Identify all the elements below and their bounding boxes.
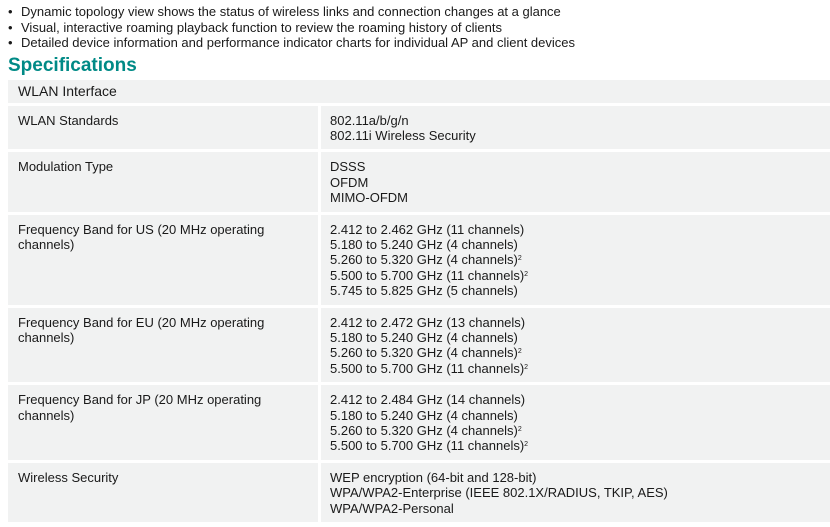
spec-value	[320, 151, 830, 213]
feature-item: • Dynamic topology view shows the status of wireless links and connection changes at a glance	[8, 4, 830, 20]
spec-value-text: 5.180 to 5.240 GHz (4 channels)	[330, 236, 518, 252]
spec-value	[320, 384, 830, 462]
spec-value	[320, 213, 830, 306]
spec-row	[8, 151, 830, 213]
footnote-marker: 2	[517, 348, 522, 356]
spec-value-text: 802.11i Wireless Security	[330, 127, 476, 143]
spec-label: WLAN Standards	[8, 104, 320, 151]
spec-row	[8, 384, 830, 462]
spec-value-line	[330, 222, 830, 237]
footnote-marker: 2	[517, 426, 522, 433]
spec-label: Modulation Type	[8, 151, 320, 213]
spec-value-line	[330, 330, 830, 345]
spec-value-text: 5.180 to 5.240 GHz (4 channels)	[330, 329, 518, 345]
spec-value-line	[330, 438, 830, 453]
spec-value-text: 5.745 to 5.825 GHz (5 channels)	[330, 283, 518, 299]
spec-value-text: 2.412 to 2.472 GHz (13 channels)	[330, 314, 526, 330]
spec-value-text: 2.412 to 2.462 GHz (11 channels)	[330, 221, 525, 237]
spec-value-text: 5.260 to 5.320 GHz (4 channels)	[330, 423, 518, 438]
footnote-marker: 2	[524, 441, 529, 449]
spec-row	[8, 306, 830, 384]
spec-value-line	[330, 190, 830, 205]
spec-value-text: WEP encryption (64-bit and 128-bit)	[330, 469, 537, 485]
spec-value-text: MIMO-OFDM	[330, 190, 408, 206]
spec-value-line	[330, 470, 830, 485]
feature-item: • Detailed device information and performance indicator charts for individual AP and client devices	[8, 35, 830, 51]
spec-value-line	[330, 113, 830, 128]
spec-value-line	[330, 361, 830, 376]
spec-value-line	[330, 392, 830, 407]
spec-value-text: 5.500 to 5.700 GHz (11 channels)	[330, 267, 525, 283]
spec-value-line	[330, 268, 830, 283]
feature-item: • Visual, interactive roaming playback function to review the roaming history of clients	[8, 20, 830, 36]
spec-value-text: DSSS	[330, 159, 366, 175]
spec-value-line	[330, 501, 830, 516]
spec-label: Wireless Security	[8, 461, 320, 522]
spec-label: Frequency Band for EU (20 MHz operating channels)	[8, 306, 320, 384]
spec-value-text: 5.180 to 5.240 GHz (4 channels)	[330, 407, 518, 423]
spec-value-line	[330, 159, 830, 174]
section-title: WLAN Interface	[8, 80, 830, 103]
spec-row	[8, 461, 830, 522]
spec-table	[8, 103, 830, 523]
spec-value	[320, 461, 830, 522]
spec-value-text: 5.500 to 5.700 GHz (11 channels)	[330, 438, 525, 454]
spec-row	[8, 213, 830, 306]
spec-value-line	[330, 175, 830, 190]
spec-value-line	[330, 408, 830, 423]
spec-value-line	[330, 315, 830, 330]
spec-value-line	[330, 423, 830, 438]
spec-value-text: 5.260 to 5.320 GHz (4 channels)	[330, 252, 518, 268]
spec-value-line	[330, 252, 830, 267]
spec-value-line	[330, 485, 830, 500]
footnote-marker: 2	[524, 270, 529, 278]
spec-value-text: WPA/WPA2-Enterprise (IEEE 802.1X/RADIUS, TKIP, AES)	[330, 485, 668, 501]
spec-value-text: 5.260 to 5.320 GHz (4 channels)	[330, 345, 518, 361]
spec-value-text: WPA/WPA2-Personal	[330, 500, 454, 516]
footnote-marker: 2	[517, 255, 522, 263]
spec-value-text: 5.500 to 5.700 GHz (11 channels)	[330, 360, 525, 376]
spec-value	[320, 306, 830, 384]
spec-label: Frequency Band for JP (20 MHz operating channels)	[8, 384, 320, 462]
feature-list	[0, 0, 830, 51]
specifications-heading: Specifications	[8, 54, 137, 76]
spec-value-line	[330, 128, 830, 143]
spec-value	[320, 104, 830, 151]
spec-value-line	[330, 237, 830, 252]
spec-value-text: OFDM	[330, 174, 369, 190]
spec-value-line	[330, 283, 830, 298]
spec-label: Frequency Band for US (20 MHz operating channels)	[8, 213, 320, 306]
spec-value-line	[330, 345, 830, 360]
spec-value-text: 802.11a/b/g/n	[330, 112, 409, 128]
footnote-marker: 2	[524, 363, 529, 371]
spec-value-text: 2.412 to 2.484 GHz (14 channels)	[330, 392, 526, 408]
spec-row	[8, 104, 830, 151]
